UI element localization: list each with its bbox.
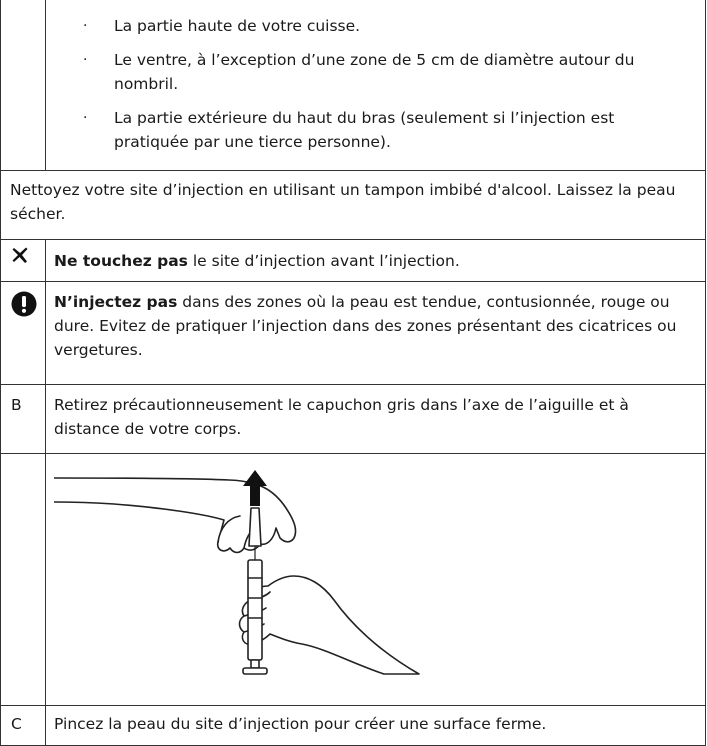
icon-cell: [1, 240, 46, 282]
step-label: C: [11, 715, 22, 733]
bullet: ·: [83, 18, 88, 34]
step-label-cell: [1, 385, 46, 454]
clean-text: Nettoyez votre site d’injection en utilisant un tampon imbibé d'alcool. Laissez la peau sécher.: [10, 181, 676, 223]
site-belly: Le ventre, à l’exception d’une zone de 5 cm de diamètre autour du nombril.: [114, 51, 635, 93]
table-row-clean: [1, 171, 706, 240]
step-c-text: Pincez la peau du site d’injection pour créer une surface ferme.: [54, 715, 547, 733]
dont-touch-bold: Ne touchez pas: [54, 252, 188, 270]
clean-cell: [1, 171, 706, 240]
bullet: ·: [83, 52, 88, 68]
step-b-text: Retirez précautionneusement le capuchon gris dans l’axe de l’aiguille et à distance de votre corps.: [54, 396, 629, 438]
illustration-cell: [46, 454, 706, 706]
sites-cell: [46, 0, 706, 171]
dont-inject-bold: N’injectez pas: [54, 293, 178, 311]
table-row-dont-inject: [1, 282, 706, 385]
step-label: B: [11, 396, 22, 414]
site-arm: La partie extérieure du haut du bras (seulement si l’injection est pratiquée par une tierce personne).: [114, 109, 615, 151]
label-cell: [1, 0, 46, 171]
step-label-cell: [1, 706, 46, 746]
table-row-step-c: [1, 706, 706, 746]
cross-icon: [11, 246, 29, 264]
table-row-step-b: [1, 385, 706, 454]
exclamation-icon: [11, 291, 37, 317]
icon-cell: [1, 282, 46, 385]
remove-cap-illustration: [54, 468, 434, 690]
list-item: [46, 106, 705, 154]
site-thigh: La partie haute de votre cuisse.: [114, 17, 361, 35]
dont-touch-text: le site d’injection avant l’injection.: [187, 252, 460, 270]
table-row-sites: [1, 0, 706, 171]
dont-inject-text: dans des zones où la peau est tendue, contusionnée, rouge ou dure. Evitez de pratiquer l’injection dans des zones présentant des cicatrices ou vergetures.: [54, 293, 677, 359]
dont-touch-cell: [46, 240, 706, 282]
step-c-cell: [46, 706, 706, 746]
label-cell: [1, 454, 46, 706]
bullet: ·: [83, 110, 88, 126]
list-item: [46, 14, 705, 38]
table-row-illustration: [1, 454, 706, 706]
step-b-cell: [46, 385, 706, 454]
list-item: [46, 48, 705, 96]
table-row-dont-touch: [1, 240, 706, 282]
dont-inject-cell: [46, 282, 706, 385]
